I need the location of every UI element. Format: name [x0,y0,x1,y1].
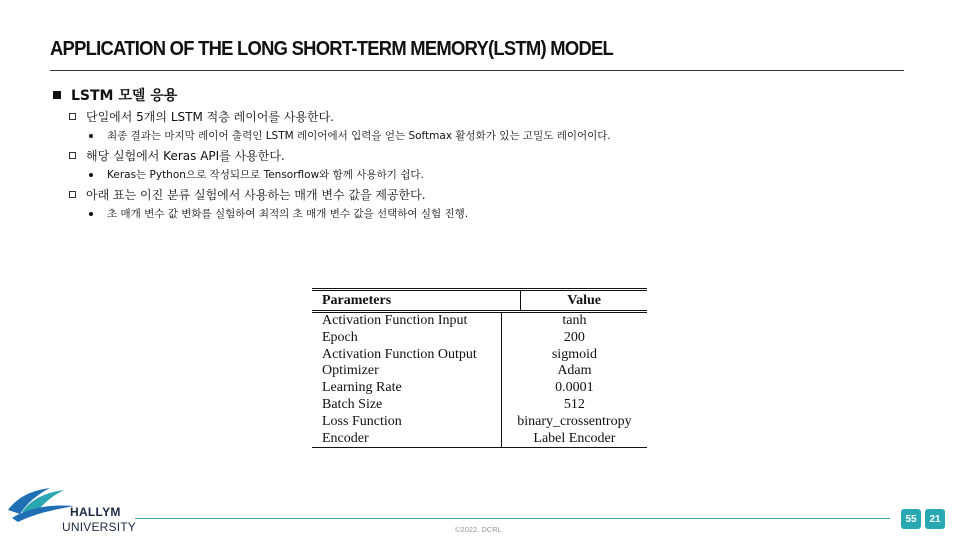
param-name: Activation Function Output [322,346,477,362]
heading-text: LSTM 모델 응용 [71,88,178,104]
sub-list-item [89,204,910,223]
table-row [312,347,647,364]
table-row [312,313,647,330]
parameters-table [312,288,647,448]
footer-divider [135,518,890,519]
list-item [69,106,910,126]
dot-bullet-icon [89,173,93,177]
slide-title: APPLICATION OF THE LONG SHORT-TERM MEMORY(LSTM) MODEL [50,38,614,60]
table-row [312,380,647,397]
param-value: 200 [501,330,647,347]
university-name-line1: HALLYM [70,505,121,519]
hollow-square-bullet-icon [69,191,76,198]
sub-list-item-text: 초 매개 변수 값 변화를 실험하여 최적의 초 매개 변수 값을 선택하여 실험 진행. [107,208,469,220]
hollow-square-bullet-icon [69,113,76,120]
table-row [312,330,647,347]
param-name: Batch Size [322,396,383,412]
list-item [69,184,910,204]
title-divider [50,70,904,71]
sub-list-item [89,165,910,184]
param-value: Label Encoder [501,431,647,448]
param-name: Loss Function [322,413,402,429]
list-item-text: 해당 실험에서 Keras API를 사용한다. [86,148,285,163]
param-name: Encoder [322,430,369,446]
param-value: 0.0001 [501,380,647,397]
slide-content [50,84,910,223]
dot-bullet-icon [89,212,93,216]
sub-list-item-text: Keras는 Python으로 작성되므로 Tensorflow와 함께 사용하기 쉽다. [107,169,424,181]
list-item-text: 아래 표는 이진 분류 실험에서 사용하는 매개 변수 값을 제공한다. [86,187,426,202]
dot-bullet-icon [89,134,93,138]
copyright-text: ©2022. DCRL [455,525,502,534]
table-header-row [312,291,647,310]
param-name: Activation Function Input [322,313,468,328]
list-item [69,145,910,165]
page-number-badge: 55 [901,509,921,529]
param-value: 512 [501,397,647,414]
param-value: tanh [501,313,647,330]
table-row [312,431,647,448]
heading-item [50,84,910,106]
hallym-logo-icon [6,484,76,524]
square-bullet-icon [53,91,61,99]
param-value: Adam [501,363,647,380]
param-value: binary_crossentropy [501,414,647,431]
hollow-square-bullet-icon [69,152,76,159]
table-row [312,363,647,380]
table-row [312,397,647,414]
param-name: Epoch [322,329,358,345]
university-name-line2: UNIVERSITY [62,520,137,534]
list-item-text: 단일에서 5개의 LSTM 적층 레이어를 사용한다. [86,109,334,124]
param-value: sigmoid [501,347,647,364]
param-name: Learning Rate [322,380,402,396]
table-bottom-rule [312,447,647,448]
header-parameters: Parameters [322,292,392,308]
param-name: Optimizer [322,363,379,379]
sub-list-item [89,126,910,145]
table-row [312,414,647,431]
header-value: Value [521,291,647,310]
total-pages-badge: 21 [925,509,945,529]
sub-list-item-text: 최종 결과는 마지막 레이어 출력인 LSTM 레이어에서 입력을 얻는 Softmax 활성화가 있는 고밀도 레이어이다. [107,130,611,142]
